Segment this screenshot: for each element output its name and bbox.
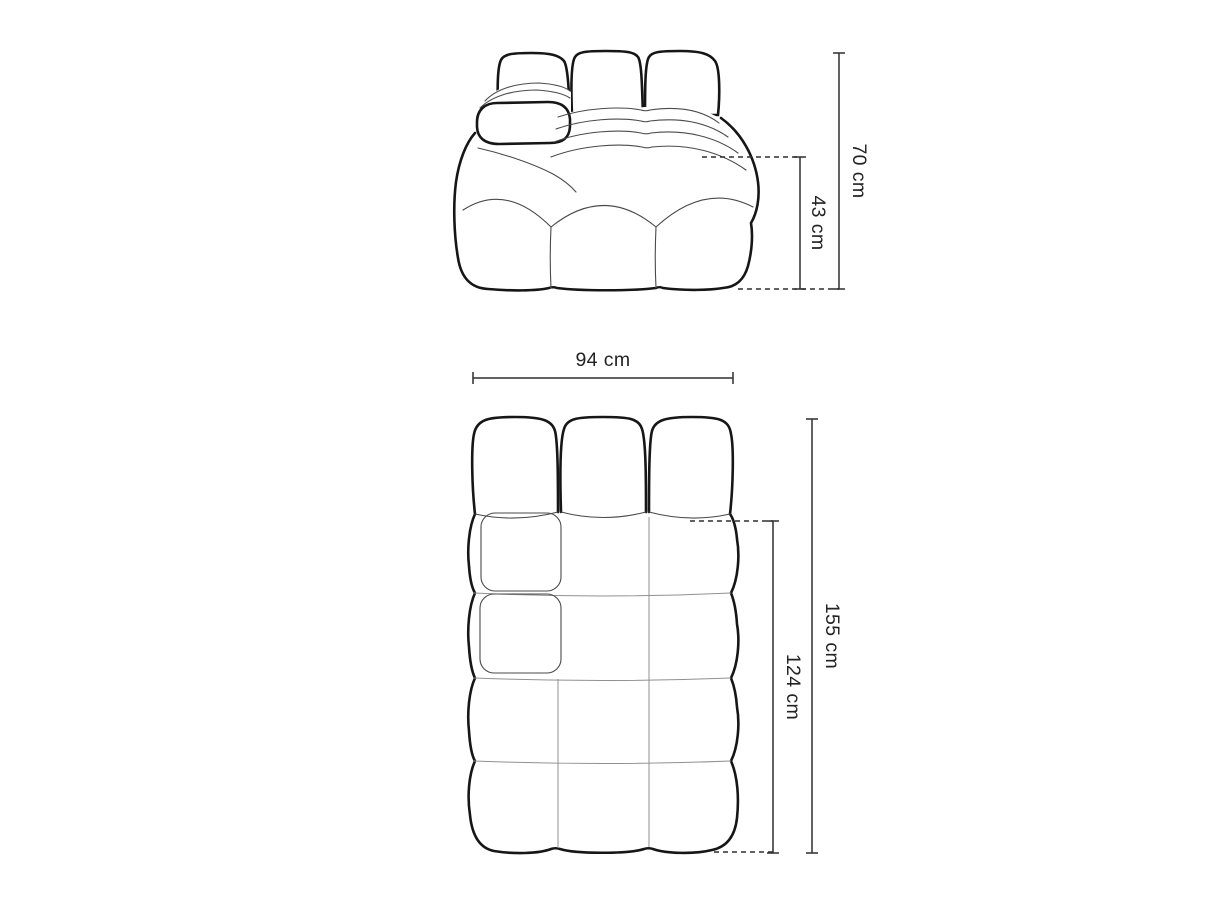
plan-armrest-cushion-1 <box>481 513 561 591</box>
dimension-seat-height <box>794 157 829 289</box>
top-plan-view <box>468 349 843 853</box>
dimension-line-seat-depth <box>767 521 779 853</box>
dimension-label-total-height: 70 cm <box>847 143 870 199</box>
dimension-line-seat-height <box>794 157 806 289</box>
dimension-width <box>473 349 733 384</box>
dimension-label-total-depth: 155 cm <box>820 602 843 670</box>
plan-row-seam-2 <box>474 678 731 681</box>
dimension-label-width: 94 cm <box>575 349 631 372</box>
plan-backrest-module-center <box>560 417 646 512</box>
plan-armrest-cushion-2 <box>480 594 561 673</box>
armrest-cushion <box>477 102 570 144</box>
plan-backrest-module-left <box>472 417 558 514</box>
plan-row-seam-3 <box>474 761 731 764</box>
dimension-label-seat-depth: 124 cm <box>781 653 804 721</box>
backrest-module-right <box>645 51 719 115</box>
front-elevation-view <box>454 51 870 290</box>
dimension-label-seat-height: 43 cm <box>806 195 829 251</box>
dimension-line-total-depth <box>806 419 818 853</box>
dimension-total-depth <box>806 419 843 853</box>
dimension-total-height <box>833 53 870 289</box>
plan-body-silhouette <box>468 514 738 853</box>
dimension-line-width <box>473 372 733 384</box>
plan-backrest-module-right <box>649 417 733 514</box>
dimension-seat-depth <box>767 521 804 853</box>
backrest-module-center <box>571 51 643 115</box>
dimension-line-total-height <box>833 53 845 289</box>
